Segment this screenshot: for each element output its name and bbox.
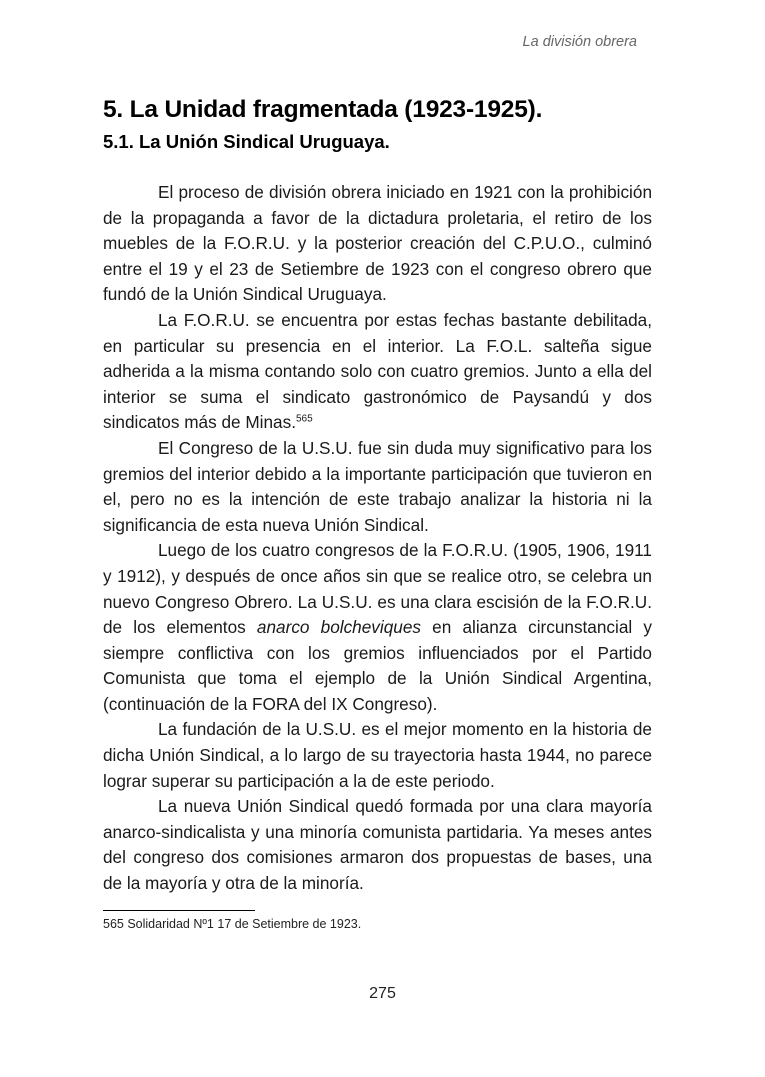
paragraph-2-text: La F.O.R.U. se encuentra por estas fechas bastante debilitada, en particular su presencia en el interior. La F.O.L. salteña sigue adherida a la misma contando solo con cuatro gremios. Junto a ella del interior se suma el sindicato gastronómico de Paysandú y dos sindicatos más de Minas. [103,309,652,433]
footnote-divider [103,910,255,911]
paragraph-4-italic-term: anarco bolcheviques [256,617,421,638]
paragraph-5: La fundación de la U.S.U. es el mejor momento en la historia de dicha Unión Sindical, a lo largo de su trayectoria hasta 1944, no parece lograr superar su participación a la de este periodo. [103,719,652,791]
paragraph-4-text-start: Luego de los cuatro congresos de la F.O.R.U. (1905, 1906, 1911 y 1912), y después de once años sin que se realice otro, se celebra un nuevo Congreso Obrero. La U.S.U. es una clara escisión de la F.O.R.U. de los elementos [103,540,652,638]
paragraph-6: La nueva Unión Sindical quedó formada por una clara mayoría anarco-sindicalista y una minoría comunista partidaria. Ya meses antes del congreso dos comisiones armaron dos propuestas de bases, una de la mayoría y otra de la minoría. [103,796,652,894]
body-text [103,180,652,897]
paragraph-1: El proceso de división obrera iniciado en 1921 con la prohibición de la propaganda a favor de la dictadura proletaria, el retiro de los muebles de la F.O.R.U. y la posterior creación del C.P.U.O., culminó entre el 19 y el 23 de Setiembre de 1923 con el congreso obrero que fundó de la Unión Sindical Uruguaya. [103,182,652,305]
running-header: La división obrera [522,34,637,50]
footnote-reference[interactable]: 565 [295,413,313,425]
chapter-title: 5. La Unidad fragmentada (1923-1925). [103,96,543,123]
footnote: 565 Solidaridad Nº1 17 de Setiembre de 1923. [103,917,362,931]
paragraph-2 [103,308,652,436]
paragraph-4 [103,538,652,717]
paragraph-4-text-end: en alianza circunstancial y siempre conflictiva con los gremios influenciados por el Partido Comunista que toma el ejemplo de la Unión Sindical Argentina, (continuación de la FORA del IX Congreso). [103,617,652,714]
section-title: 5.1. La Unión Sindical Uruguaya. [103,131,390,152]
page-number: 275 [369,985,396,1002]
paragraph-3: El Congreso de la U.S.U. fue sin duda muy significativo para los gremios del interior debido a la importante participación que tuvieron en el, pero no es la intención de este trabajo analizar la historia ni la significancia de esta nueva Unión Sindical. [103,437,652,535]
